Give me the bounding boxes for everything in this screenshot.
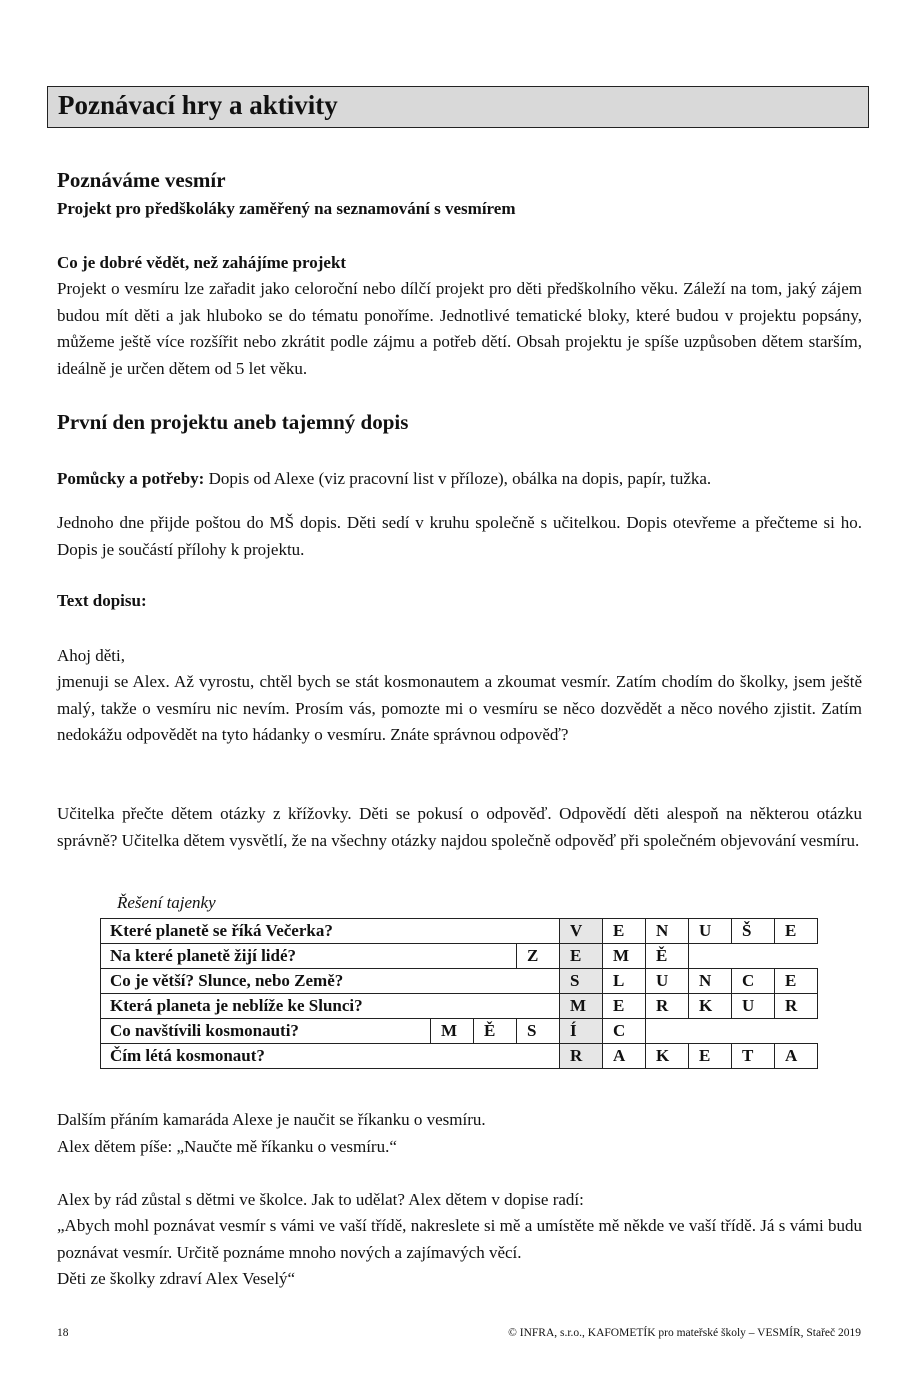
crossword-letter: E — [603, 919, 646, 944]
page-number: 18 — [57, 1327, 69, 1339]
day1-heading: První den projektu aneb tajemný dopis — [57, 410, 409, 434]
footer-copyright: © INFRA, s.r.o., KAFOMETÍK pro mateřské školy – VESMÍR, Stařeč 2019 — [508, 1327, 861, 1339]
crossword-key-letter: Í — [560, 1019, 603, 1044]
letter-heading: Text dopisu: — [57, 591, 147, 610]
crossword-letter: L — [603, 969, 646, 994]
day1-paragraph: Jednoho dne přijde poštou do MŠ dopis. Děti sedí v kruhu společně s učitelkou. Dopis otevřeme a přečteme si ho. Dopis je součástí přílohy k projektu. — [57, 513, 862, 559]
page-title-box — [47, 86, 869, 128]
tools-label: Pomůcky a potřeby: — [57, 469, 205, 488]
crossword-empty-cell — [689, 1019, 732, 1044]
crossword-letter: R — [646, 994, 689, 1019]
crossword-row — [101, 1019, 818, 1044]
crossword-key-letter: M — [560, 994, 603, 1019]
crossword-row — [101, 919, 818, 944]
crossword-letter: Ě — [646, 944, 689, 969]
crossword-letter: U — [646, 969, 689, 994]
crossword-letter: R — [775, 994, 818, 1019]
crossword-letter: Z — [517, 944, 560, 969]
crossword-letter: C — [603, 1019, 646, 1044]
crossword-letter: E — [603, 994, 646, 1019]
crossword-letter: K — [646, 1044, 689, 1069]
section-subtitle: Projekt pro předškoláky zaměřený na seznamování s vesmírem — [57, 199, 516, 218]
crossword-letter: U — [732, 994, 775, 1019]
section-title: Poznáváme vesmír — [57, 168, 226, 192]
crossword-letter: T — [732, 1044, 775, 1069]
crossword-letter: E — [775, 969, 818, 994]
crossword-row — [101, 944, 818, 969]
crossword-row — [101, 1044, 818, 1069]
tools-text: Dopis od Alexe (viz pracovní list v příloze), obálka na dopis, papír, tužka. — [204, 469, 712, 488]
crossword-row — [101, 994, 818, 1019]
crossword-question: Co je větší? Slunce, nebo Země? — [101, 969, 560, 994]
closing-line1: Dalším přáním kamaráda Alexe je naučit se říkanku o vesmíru. — [57, 1110, 486, 1129]
crossword-key-letter: E — [560, 944, 603, 969]
crossword-question: Které planetě se říká Večerka? — [101, 919, 560, 944]
crossword-table — [100, 918, 818, 1069]
crossword-empty-cell — [775, 944, 818, 969]
letter-greeting: Ahoj děti, — [57, 646, 125, 665]
page-title: Poznávací hry a aktivity — [58, 90, 338, 120]
crossword-letter: K — [689, 994, 732, 1019]
crossword-letter: M — [603, 944, 646, 969]
crossword-key-letter: V — [560, 919, 603, 944]
crossword-empty-cell — [775, 1019, 818, 1044]
crossword-question: Čím létá kosmonaut? — [101, 1044, 560, 1069]
crossword-key-letter: S — [560, 969, 603, 994]
intro-heading: Co je dobré vědět, než zahájíme projekt — [57, 253, 347, 272]
crossword-empty-cell — [732, 1019, 775, 1044]
crossword-letter: N — [646, 919, 689, 944]
letter-body: jmenuji se Alex. Až vyrostu, chtěl bych se stát kosmonautem a zkoumat vesmír. Zatím chodím do školky, jsem ještě malý, takže o vesmíru nic nevím. Prosím vás, pomozte mi o vesmíru se něco dozvědět a něco nového zjistit. Zatím nedokážu odpovědět na tyto hádanky o vesmíru. Znáte správnou odpověď? — [57, 672, 862, 744]
crossword-letter: A — [775, 1044, 818, 1069]
tools-paragraph — [57, 466, 862, 493]
closing-line3: Alex by rád zůstal s dětmi ve školce. Jak to udělat? Alex dětem v dopise radí: — [57, 1190, 584, 1209]
crossword-letter: M — [431, 1019, 474, 1044]
closing-quote: „Abych mohl poznávat vesmír s vámi ve vaší třídě, nakreslete si mě a umístěte mě někde ve vaší třídě. Já s vámi budu poznávat vesmír. Určitě poznáme mnoho nových a zajímavých věcí. — [57, 1216, 862, 1262]
crossword-key-letter: R — [560, 1044, 603, 1069]
teacher-paragraph: Učitelka přečte dětem otázky z křížovky. Děti se pokusí o odpověď. Odpovědí děti alespoň na některou otázku správně? Učitelka dětem vysvětlí, že na všechny otázky najdou společně odpověď při společném objevování vesmíru. — [57, 804, 862, 850]
crossword-question: Co navštívili kosmonauti? — [101, 1019, 431, 1044]
crossword-question: Na které planetě žijí lidé? — [101, 944, 517, 969]
crossword-letter: C — [732, 969, 775, 994]
crossword-letter: E — [689, 1044, 732, 1069]
crossword-letter: U — [689, 919, 732, 944]
crossword-caption: Řešení tajenky — [117, 893, 216, 912]
crossword-letter: N — [689, 969, 732, 994]
crossword-letter: S — [517, 1019, 560, 1044]
crossword-question: Která planeta je neblíže ke Slunci? — [101, 994, 560, 1019]
crossword-row — [101, 969, 818, 994]
crossword-letter: Š — [732, 919, 775, 944]
closing-signature: Děti ze školky zdraví Alex Veselý“ — [57, 1269, 296, 1288]
crossword-letter: Ě — [474, 1019, 517, 1044]
crossword-empty-cell — [732, 944, 775, 969]
intro-text: Projekt o vesmíru lze zařadit jako celoroční nebo dílčí projekt pro děti předškolního věku. Záleží na tom, jaký zájem budou mít děti a jak hluboko se do tématu ponoříme. Jednotlivé tematické bloky, které budou v projektu popsány, můžeme ještě více rozšířit nebo zkrátit podle zájmu a potřeb dětí. Obsah projektu je spíše uzpůsoben dětem starším, ideálně je určen dětem od 5 let věku. — [57, 279, 862, 378]
crossword-letter: A — [603, 1044, 646, 1069]
closing-line2: Alex dětem píše: „Naučte mě říkanku o vesmíru.“ — [57, 1137, 397, 1156]
crossword-letter: E — [775, 919, 818, 944]
crossword-empty-cell — [689, 944, 732, 969]
crossword-empty-cell — [646, 1019, 689, 1044]
